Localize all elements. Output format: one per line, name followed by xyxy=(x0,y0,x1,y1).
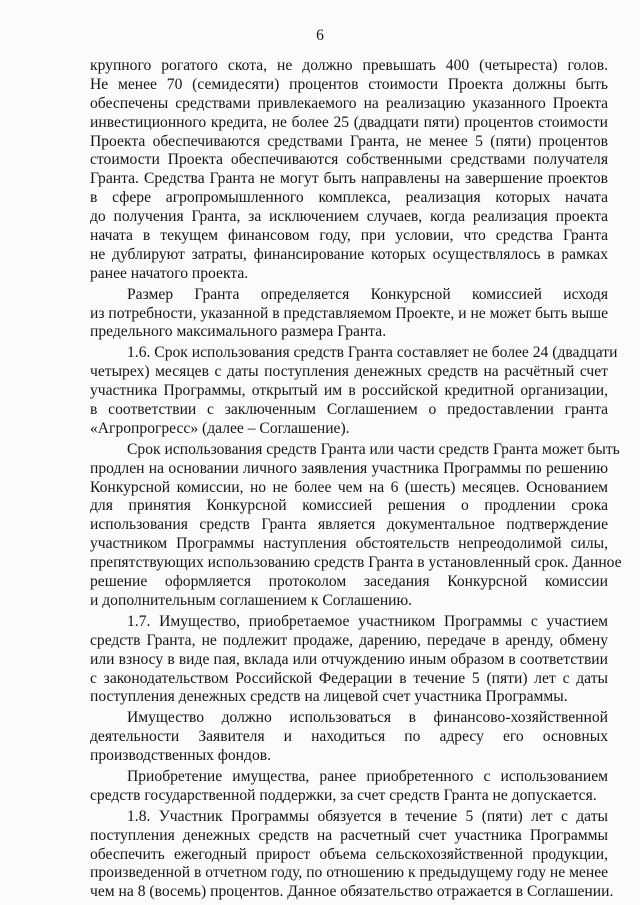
text-line: Конкурсной комиссии, но не более чем на 6 (шесть) месяцев. Основанием xyxy=(90,478,608,496)
text-line: Приобретение имущества, ранее приобретенного с использованием xyxy=(127,767,608,785)
paragraph xyxy=(90,613,608,707)
text-line: обеспечить ежегодный прирост объема сельскохозяйственной продукции, xyxy=(90,845,608,863)
paragraph xyxy=(90,709,608,766)
text-line: или взносу в виде пая, вклада или отчуждению иным образом в соответствии xyxy=(90,650,608,668)
text-line: обеспечены средствами привлекаемого на реализацию указанного Проекта xyxy=(90,94,608,112)
text-line: не дублируют затраты, финансирование которых осуществлялось в рамках xyxy=(90,245,608,263)
paragraph xyxy=(90,344,618,438)
text-line: Проекта обеспечиваются средствами Гранта, не менее 5 (пяти) процентов xyxy=(90,132,608,150)
paragraph xyxy=(90,57,608,284)
text-line: поступления денежных средств на расчетный счет участника Программы xyxy=(90,826,608,844)
text-line: участником Программы наступления обстоятельств непреодолимой силы, xyxy=(90,535,608,553)
text-line: и дополнительным соглашением к Соглашению. xyxy=(90,591,413,609)
text-line: производственных фондов. xyxy=(90,747,272,765)
text-line: продлен на основании личного заявления участника Программы по решению xyxy=(90,459,608,477)
text-line: поступления денежных средств на лицевой счет участника Программы. xyxy=(90,688,568,706)
text-line: Не менее 70 (семидесяти) процентов стоимости Проекта должны быть xyxy=(90,75,608,93)
text-line: с законодательством Российской Федерации в течение 5 (пяти) лет с даты xyxy=(90,669,608,687)
text-line: начата в текущем финансовом году, при условии, что средства Гранта xyxy=(90,227,608,245)
paragraph xyxy=(90,768,608,806)
text-line: 1.7. Имущество, приобретаемое участником Программы с участием xyxy=(127,612,608,630)
text-line: 1.6. Срок использования средств Гранта составляет не более 24 (двадцати xyxy=(127,344,618,362)
text-line: решение оформляется протоколом заседания Конкурсной комиссии xyxy=(90,573,608,591)
text-line: «Агропрогресс» (далее – Соглашение). xyxy=(90,419,350,437)
text-line: использования средств Гранта является документальное подтверждение xyxy=(90,516,608,534)
text-line: Размер Гранта определяется Конкурсной комиссией исходя xyxy=(127,285,608,303)
text-line: предельного максимального размера Гранта. xyxy=(90,323,387,341)
text-line: в сфере агропромышленного комплекса, реализация которых начата xyxy=(90,189,608,207)
document-body xyxy=(90,57,622,902)
text-line: до получения Гранта, за исключением случаев, когда реализация проекта xyxy=(90,208,608,226)
paragraph xyxy=(90,440,622,611)
page-number: 6 xyxy=(316,27,324,44)
paragraph xyxy=(90,807,614,902)
text-line: Гранта. Средства Гранта не могут быть направлены на завершение проектов xyxy=(90,170,608,188)
text-line: ранее начатого проекта. xyxy=(90,264,249,282)
text-line: деятельности Заявителя и находиться по адресу его основных xyxy=(90,728,608,746)
text-line: 1.8. Участник Программы обязуется в течение 5 (пяти) лет с даты xyxy=(127,807,608,825)
text-line: в соответствии с заключенным Соглашением о предоставлении гранта xyxy=(90,401,608,419)
paragraph xyxy=(90,286,608,343)
text-line: крупного рогатого скота, не должно превышать 400 (четыреста) голов. xyxy=(90,57,608,74)
text-line: стоимости Проекта обеспечиваются собственными средствами получателя xyxy=(90,151,608,169)
text-line: произведенной в отчетном году, по отношению к предыдущему году не менее xyxy=(90,864,609,882)
text-line: участника Программы, открытый им в российской кредитной организации, xyxy=(90,382,608,400)
text-line: для принятия Конкурсной комиссией решения о продлении срока xyxy=(90,497,608,515)
text-line: Срок использования средств Гранта или части средств Гранта может быть xyxy=(127,440,620,458)
text-line: средств государственной поддержки, за счет средств Гранта не допускается. xyxy=(90,786,597,804)
text-line: препятствующих использованию средств Гранта в установленный срок. Данное xyxy=(90,554,622,572)
text-line: средств Гранта, не подлежит продаже, дарению, передаче в аренду, обмену xyxy=(90,631,608,649)
text-line: Имущество должно использоваться в финансово-хозяйственной xyxy=(127,709,608,727)
text-line: четырех) месяцев с даты поступления денежных средств на расчётный счет xyxy=(90,363,608,381)
text-line: инвестиционного кредита, не более 25 (двадцати пяти) процентов стоимости xyxy=(90,113,608,131)
text-line: из потребности, указанной в представляемом Проекте, и не может быть выше xyxy=(90,304,609,322)
text-line: чем на 8 (восемь) процентов. Данное обязательство отражается в Соглашении. xyxy=(90,883,614,901)
